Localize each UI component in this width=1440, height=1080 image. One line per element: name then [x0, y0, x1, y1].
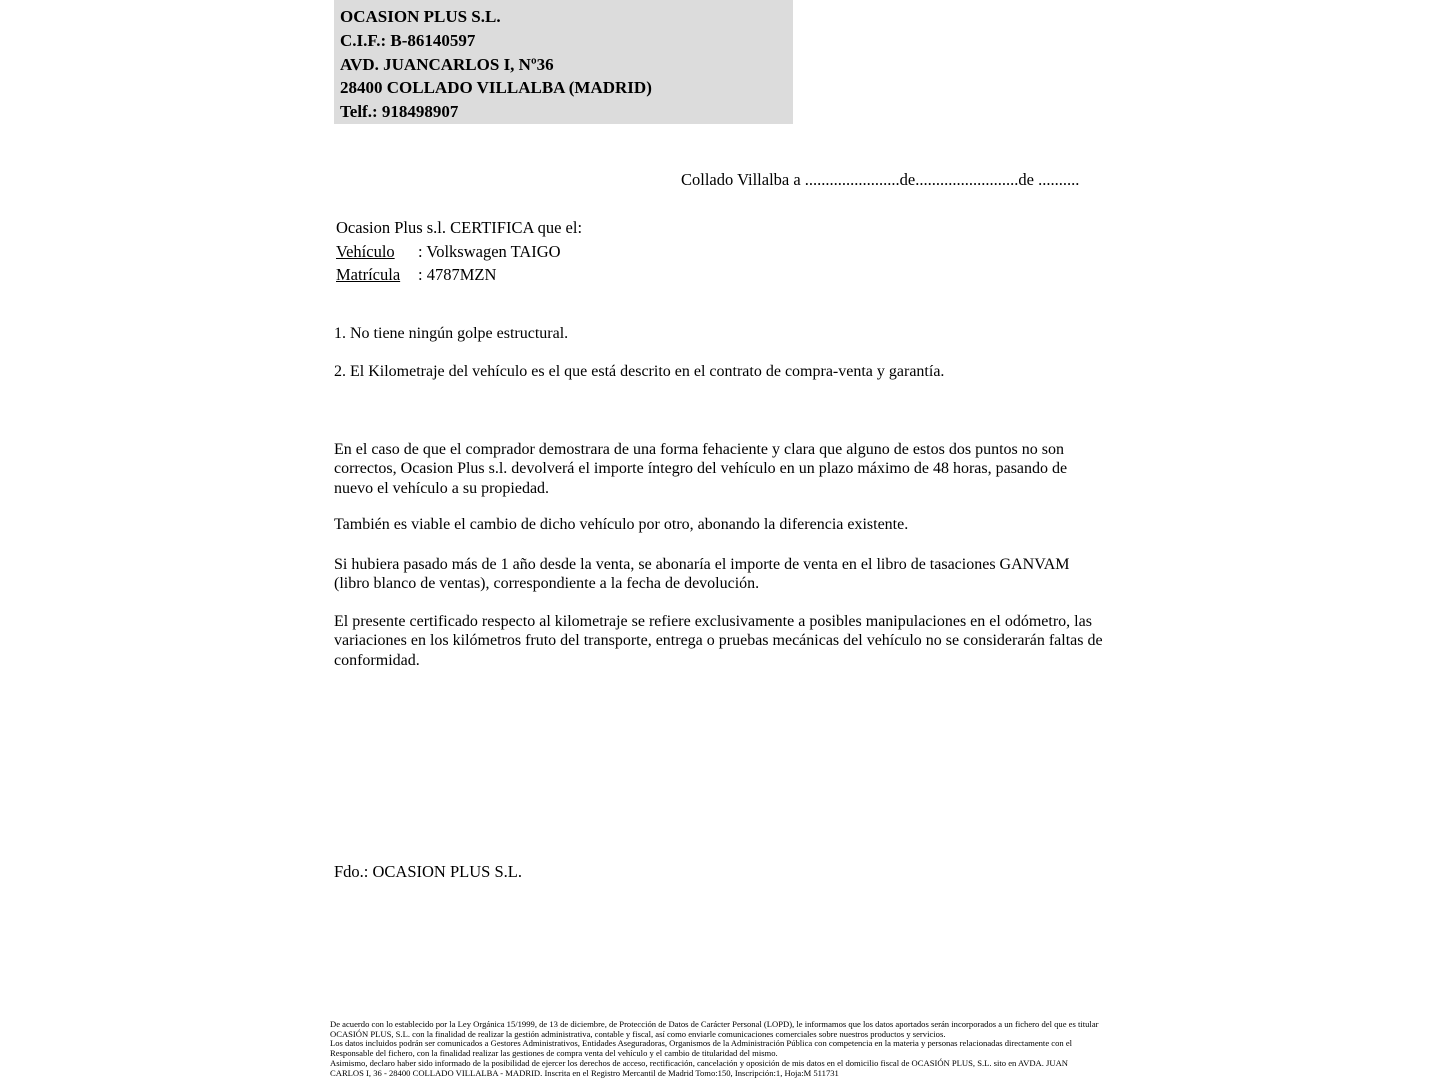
company-header-box — [334, 0, 793, 124]
plate-label: Matrícula — [336, 265, 401, 284]
company-name: OCASION PLUS S.L. — [340, 7, 501, 26]
legal-line-1: De acuerdo con lo establecido por la Ley Orgánica 15/1999, de 13 de diciembre, de Protección de Datos de Carácter Personal (LOPD), le informamos que los datos aportados serán incorporados a un fichero del que es titular — [330, 1019, 1099, 1029]
signature-line: Fdo.: OCASION PLUS S.L. — [334, 862, 522, 881]
company-phone: Telf.: 918498907 — [340, 102, 459, 122]
legal-line-6: CARLOS I, 36 - 28400 COLLADO VILLALBA - MADRID. Inscrita en el Registro Mercantil de Madrid Tomo:150, Inscripción:1, Hoja:M 511731 — [330, 1067, 839, 1078]
date-fill-in-line: Collado Villalba a .......................de.........................de .......... — [681, 170, 1080, 189]
vehicle-label: Vehículo — [336, 241, 395, 261]
legal-footer — [330, 1020, 1099, 1078]
paragraph-exchange-option: También es viable el cambio de dicho vehículo por otro, abonando la diferencia existente. — [334, 516, 909, 533]
vehicle-row — [336, 240, 582, 264]
certification-block — [336, 216, 582, 287]
certifies-intro: Ocasion Plus s.l. CERTIFICA que el: — [336, 218, 583, 237]
company-cif: C.I.F.: B-86140597 — [340, 30, 476, 50]
plate-value: : 4787MZN — [418, 265, 497, 284]
company-city: 28400 COLLADO VILLALBA (MADRID) — [340, 78, 652, 98]
company-address: AVD. JUANCARLOS I, Nº36 — [340, 54, 554, 74]
point-2: 2. El Kilometraje del vehículo es el que está descrito en el contrato de compra-venta y garantía. — [334, 363, 945, 380]
legal-line-2: OCASIÓN PLUS, S.L. con la finalidad de realizar la gestión administrativa, contable y fiscal, así como enviarle comunicaciones comerciales sobre nuestros productos y servicios. — [330, 1028, 946, 1039]
legal-line-3: Los datos incluidos podrán ser comunicados a Gestores Administrativos, Entidades Aseguradoras, Organismos de la Administración Pública con competencia en la materia y personas relacionadas directamente con el — [330, 1038, 1073, 1049]
legal-line-5: Asimismo, declaro haber sido informado de la posibilidad de ejercer los derechos de acceso, rectificación, cancelación y oposición de mis datos en el domicilio fiscal de OCASIÓN PLUS, S.L. sito en AVDA. JUAN — [330, 1057, 1069, 1068]
paragraph-odometer-disclaimer: El presente certificado respecto al kilometraje se refiere exclusivamente a posibles manipulaciones en el odómetro, las variaciones en los kilómetros fruto del transporte, entrega o pruebas mecánicas del vehículo no se considerarán faltas de conformidad. — [334, 613, 1103, 669]
paragraph-refund-terms: En el caso de que el comprador demostrara de una forma fehaciente y clara que alguno de estos dos puntos no son correctos, Ocasion Plus s.l. devolverá el importe íntegro del vehículo en un plazo máximo de 48 horas, pasando de nuevo el vehículo a su propiedad. — [334, 441, 1068, 497]
paragraph-ganvam-valuation: Si hubiera pasado más de 1 año desde la venta, se abonaría el importe de venta en el libro de tasaciones GANVAM (libro blanco de ventas), correspondiente a la fecha de devolución. — [334, 556, 1070, 593]
vehicle-value: : Volkswagen TAIGO — [418, 241, 561, 261]
legal-line-4: Responsable del fichero, con la finalidad realizar las gestiones de compra venta del vehículo y el cambio de titularidad del mismo. — [330, 1048, 778, 1059]
point-1: 1. No tiene ningún golpe estructural. — [334, 325, 569, 342]
plate-row — [336, 263, 582, 287]
